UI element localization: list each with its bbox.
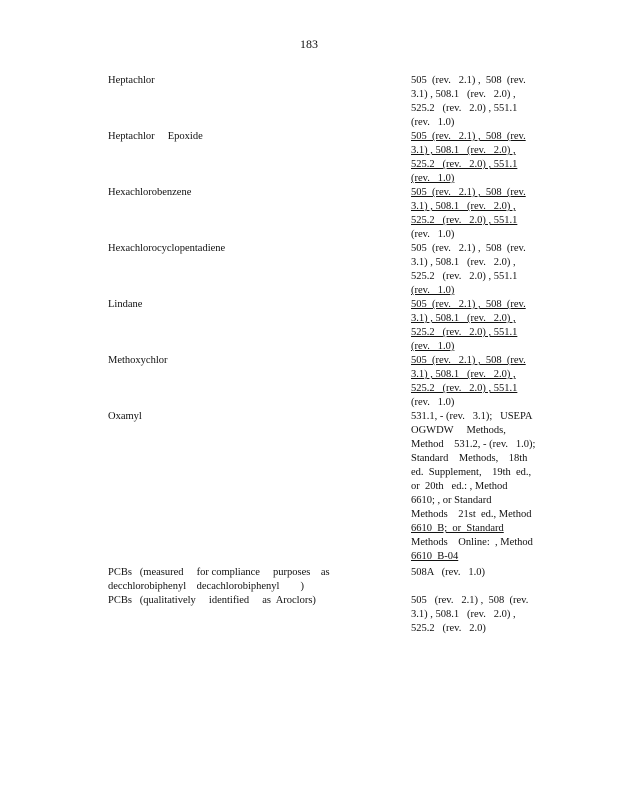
method-list <box>411 186 536 242</box>
method-line: 505 (rev. 2.1) , 508 (rev. <box>411 75 526 86</box>
method-line: Standard Methods, 18th <box>411 453 528 464</box>
method-line: or 20th ed.: , Method <box>411 481 508 492</box>
method-list <box>411 74 536 130</box>
method-line: (rev. 1.0) <box>411 285 455 296</box>
method-line: Method 531.2, - (rev. 1.0); <box>411 439 536 450</box>
method-line: OGWDW Methods, <box>411 425 506 436</box>
analyte-name <box>108 594 324 608</box>
method-line: 525.2 (rev. 2.0) , 551.1 <box>411 327 518 338</box>
method-list <box>411 354 536 410</box>
analyte-line: Heptachlor <box>108 75 155 86</box>
method-line: (rev. 1.0) <box>411 397 455 408</box>
analyte-line: PCBs (measured for compliance purposes as <box>108 567 330 578</box>
analyte-name <box>108 186 324 200</box>
analyte-line: Hexachlorocyclopentadiene <box>108 243 226 254</box>
analyte-name <box>108 566 330 594</box>
method-line: Methods 21st ed., Method <box>411 509 532 520</box>
analyte-line: Methoxychlor <box>108 355 168 366</box>
method-list <box>411 298 536 354</box>
method-line: (rev. 1.0) <box>411 117 455 128</box>
analyte-line: PCBs (qualitatively identified as Aroclors) <box>108 595 316 606</box>
method-line: 525.2 (rev. 2.0) , 551.1 <box>411 271 518 282</box>
method-line: 525.2 (rev. 2.0) <box>411 623 486 634</box>
method-line: 505 (rev. 2.1) , 508 (rev. <box>411 595 529 606</box>
method-list <box>411 410 536 564</box>
analyte-name <box>108 354 324 368</box>
method-list <box>411 242 536 298</box>
analyte-line: Oxamyl <box>108 411 142 422</box>
method-line: 505 (rev. 2.1) , 508 (rev. <box>411 131 526 142</box>
method-line: 6610 B; or Standard <box>411 523 504 534</box>
method-line: 525.2 (rev. 2.0) , 551.1 <box>411 215 518 226</box>
method-line: 3.1) , 508.1 (rev. 2.0) , <box>411 257 516 268</box>
method-line: 525.2 (rev. 2.0) , 551.1 <box>411 383 518 394</box>
method-line: 6610; , or Standard <box>411 495 492 506</box>
method-line: 508A (rev. 1.0) <box>411 567 485 578</box>
method-list <box>411 130 536 186</box>
method-line: 3.1) , 508.1 (rev. 2.0) , <box>411 609 516 620</box>
analyte-name <box>108 130 324 144</box>
analyte-line: decchlorobiphenyl decachlorobiphenyl ) <box>108 581 304 592</box>
method-line: 505 (rev. 2.1) , 508 (rev. <box>411 355 526 366</box>
analyte-name <box>108 298 324 312</box>
method-line: 3.1) , 508.1 (rev. 2.0) , <box>411 89 516 100</box>
analyte-name <box>108 242 324 256</box>
method-list <box>411 594 536 636</box>
method-line: (rev. 1.0) <box>411 173 455 184</box>
method-line: 505 (rev. 2.1) , 508 (rev. <box>411 299 526 310</box>
method-line: Methods Online: , Method <box>411 537 533 548</box>
method-line: 3.1) , 508.1 (rev. 2.0) , <box>411 313 516 324</box>
method-line: 505 (rev. 2.1) , 508 (rev. <box>411 187 526 198</box>
method-line: (rev. 1.0) <box>411 341 455 352</box>
method-list <box>411 566 536 580</box>
analyte-name <box>108 410 324 424</box>
method-line: 505 (rev. 2.1) , 508 (rev. <box>411 243 526 254</box>
analyte-line: Hexachlorobenzene <box>108 187 192 198</box>
method-line: 531.1, - (rev. 3.1); USEPA <box>411 411 533 422</box>
analyte-name <box>108 74 324 88</box>
analyte-line: Lindane <box>108 299 143 310</box>
method-line: 6610 B-04 <box>411 551 459 562</box>
method-line: 3.1) , 508.1 (rev. 2.0) , <box>411 145 516 156</box>
method-line: (rev. 1.0) <box>411 229 455 240</box>
page-number: 183 <box>300 37 318 51</box>
method-line: 525.2 (rev. 2.0) , 551.1 <box>411 103 518 114</box>
method-line: 525.2 (rev. 2.0) , 551.1 <box>411 159 518 170</box>
method-line: ed. Supplement, 19th ed., <box>411 467 532 478</box>
analyte-line: Heptachlor Epoxide <box>108 131 203 142</box>
method-line: 3.1) , 508.1 (rev. 2.0) , <box>411 369 516 380</box>
method-line: 3.1) , 508.1 (rev. 2.0) , <box>411 201 516 212</box>
